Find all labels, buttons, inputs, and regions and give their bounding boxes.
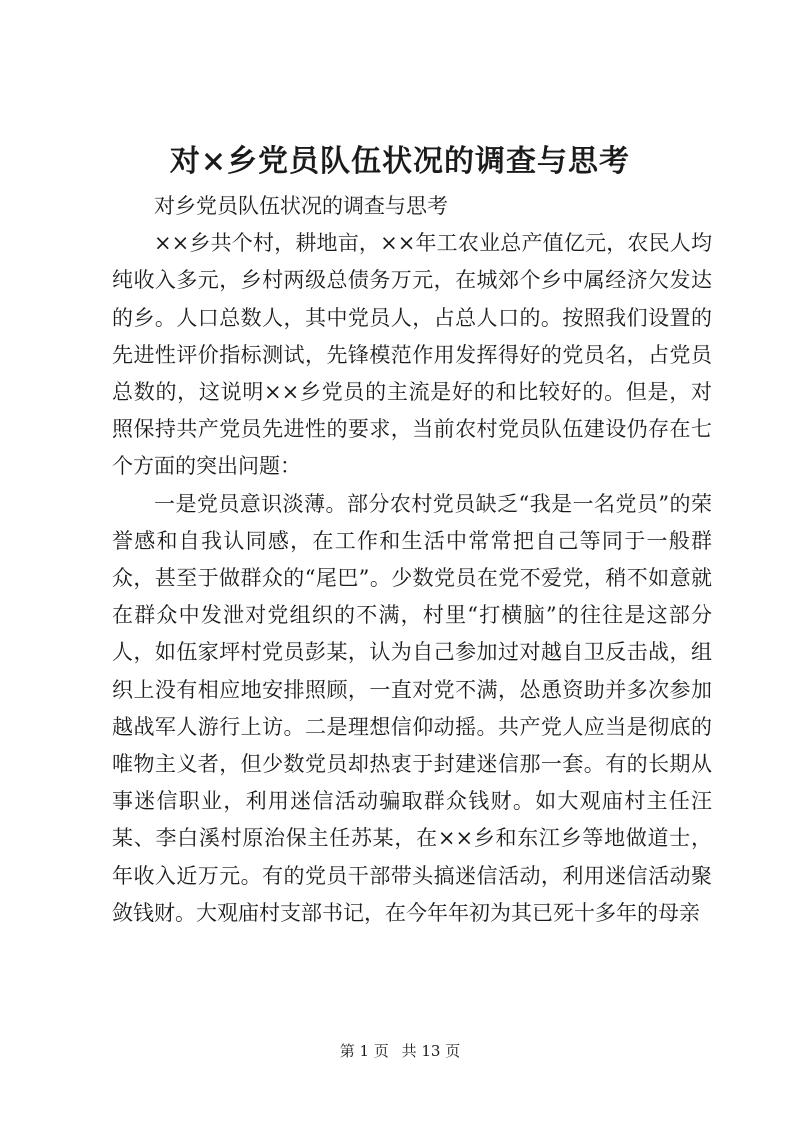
document-title: 对×乡党员队伍状况的调查与思考: [169, 144, 631, 179]
document-body: [112, 188, 712, 932]
page-number: 第 1 页: [339, 1042, 389, 1060]
page-total: 共 13 页: [401, 1042, 461, 1060]
page-footer: [0, 1041, 800, 1061]
paragraph-subtitle: 对乡党员队伍状况的调查与思考: [154, 194, 448, 218]
paragraph-problems: 一是党员意识淡薄。部分农村党员缺乏“我是一名党员”的荣誉感和自我认同感，在工作和生活中常常把自己等同于一般群众，甚至于做群众的“尾巴”。少数党员在党不爱党，稍不如意就在群众中发泄对党组织的不满，村里“打横脑”的往往是这部分人，如伍家坪村党员彭某，认为自己参加过对越自卫反击战，组织上没有相应地安排照顾，一直对党不满，怂恿资助并多次参加越战军人游行上访。二是理想信仰动摇。共产党人应当是彻底的唯物主义者，但少数党员却热衷于封建迷信那一套。有的长期从事迷信职业，利用迷信活动骗取群众钱财。如大观庙村主任汪某、李白溪村原治保主任苏某，在××乡和东江乡等地做道士，年收入近万元。有的党员干部带头搞迷信活动，利用迷信活动聚敛钱财。大观庙村支部书记，在今年年初为其已死十多年的母亲: [112, 491, 712, 925]
paragraph-overview: ××乡共个村，耕地亩，××年工农业总产值亿元，农民人均纯收入多元，乡村两级总债务万元，在城郊个乡中属经济欠发达的乡。人口总数人，其中党员人，占总人口的。按照我们设置的先进性评价指标测试，先锋模范作用发挥得好的党员名，占党员总数的，这说明××乡党员的主流是好的和比较好的。但是，对照保持共产党员先进性的要求，当前农村党员队伍建设仍存在七个方面的突出问题：: [112, 231, 712, 479]
